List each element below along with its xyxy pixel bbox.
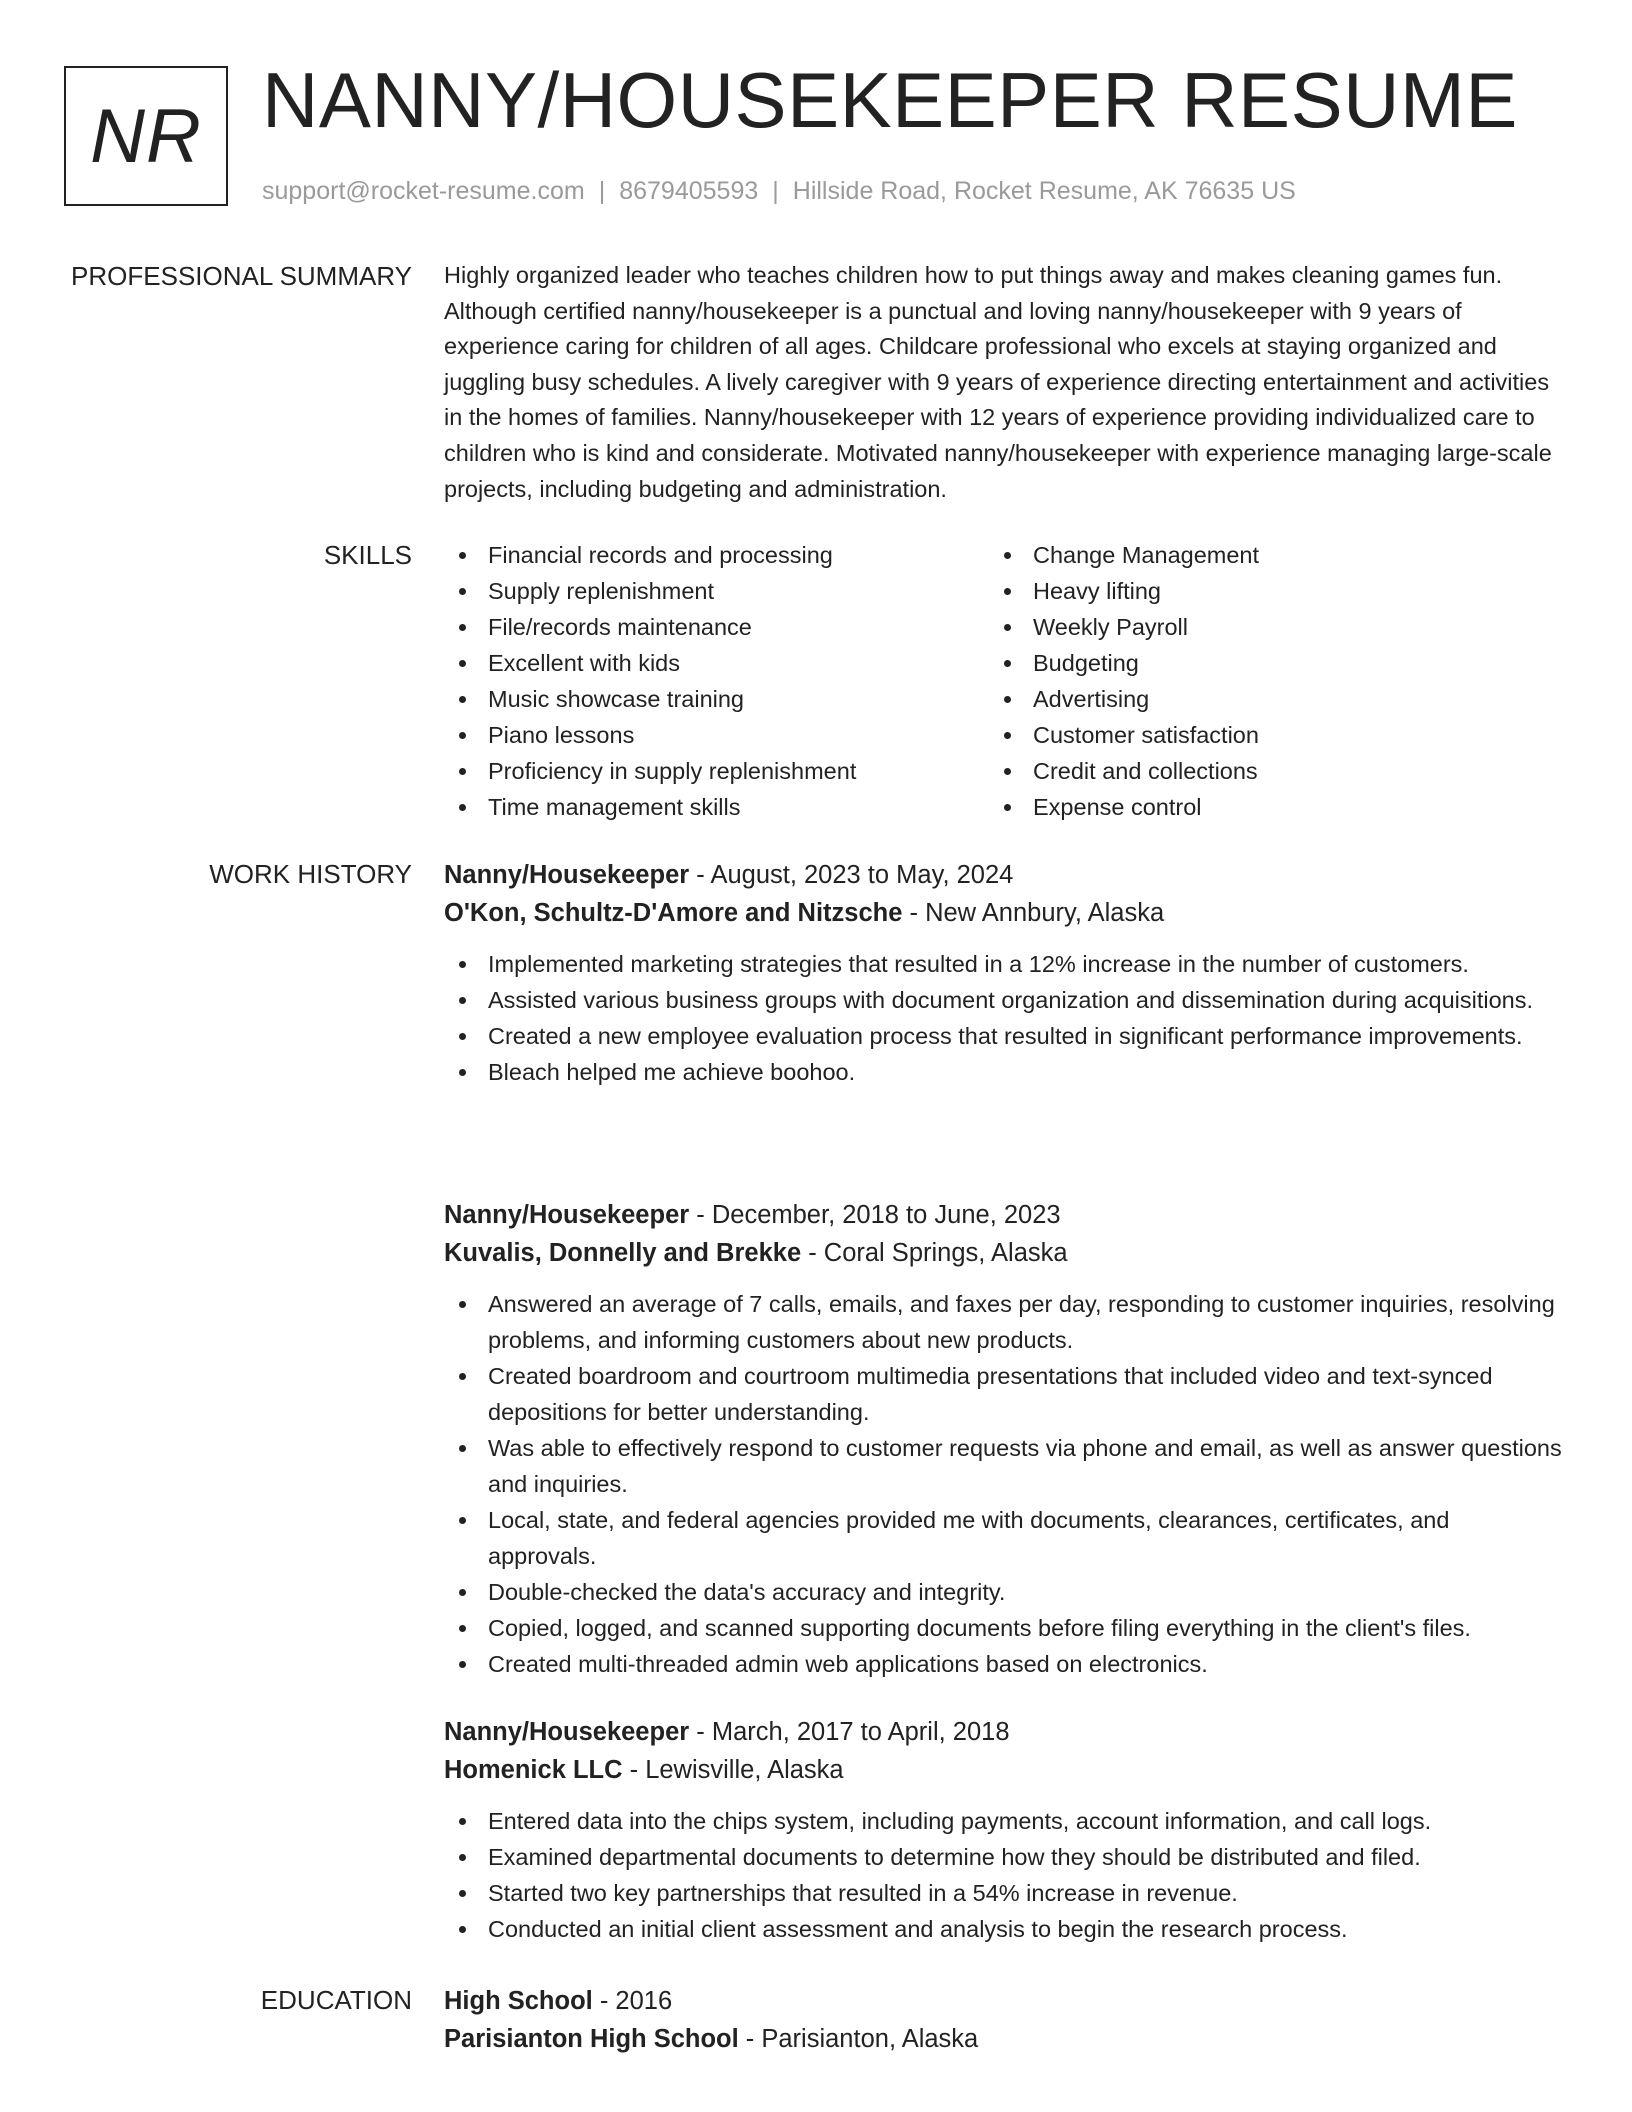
education-entry xyxy=(444,1982,1562,2058)
job-title: Nanny/Housekeeper xyxy=(444,861,690,889)
summary-text: Highly organized leader who teaches children how to put things away and makes cleaning games fun. Although certified nanny/housekeeper is a punctual and loving nanny/housekeeper with 9 years of experience caring for children of all ages. Childcare professional who excels at staying organized and juggling busy schedules. A lively caregiver with 9 years of experience directing entertainment and activities in the homes of families. Nanny/housekeeper with 12 years of experience providing individualized care to children who is kind and considerate. Motivated nanny/housekeeper with experience managing large-scale projects, including budgeting and administration. xyxy=(444,262,1552,502)
job-bullet: Examined departmental documents to determine how they should be distributed and filed. xyxy=(444,1839,1562,1875)
skills-list-right xyxy=(989,537,1534,825)
job-entry xyxy=(444,1196,1562,1682)
skill-item: Supply replenishment xyxy=(444,573,989,609)
job-bullet: Created a new employee evaluation process that resulted in significant performance improvements. xyxy=(444,1018,1562,1054)
contact-address: Hillside Road, Rocket Resume, AK 76635 US xyxy=(792,177,1296,205)
summary-label: PROFESSIONAL SUMMARY xyxy=(71,261,412,291)
skill-item: Expense control xyxy=(989,789,1534,825)
job-entry xyxy=(444,1713,1562,1947)
skill-item: Heavy lifting xyxy=(989,573,1534,609)
skill-item: Music showcase training xyxy=(444,681,989,717)
skill-item: Credit and collections xyxy=(989,753,1534,789)
job-bullet: Bleach helped me achieve boohoo. xyxy=(444,1054,1562,1090)
job-bullet: Created multi-threaded admin web applications based on electronics. xyxy=(444,1646,1562,1682)
job-company-line xyxy=(444,1234,1562,1272)
monogram-box xyxy=(64,66,228,206)
job-company-line xyxy=(444,1751,1562,1789)
skills-label: SKILLS xyxy=(323,540,412,570)
job-dates: - August, 2023 to May, 2024 xyxy=(689,861,1014,889)
job-bullet: Started two key partnerships that resulted in a 54% increase in revenue. xyxy=(444,1875,1562,1911)
job-company: O'Kon, Schultz-D'Amore and Nitzsche xyxy=(444,899,903,927)
job-company: Homenick LLC xyxy=(444,1756,623,1784)
job-bullet: Implemented marketing strategies that resulted in a 12% increase in the number of customers. xyxy=(444,946,1562,982)
skill-item: File/records maintenance xyxy=(444,609,989,645)
skills-columns xyxy=(444,537,1562,825)
job-bullet: Was able to effectively respond to customer requests via phone and email, as well as answer questions and inquiries. xyxy=(444,1430,1562,1502)
education-school: Parisianton High School xyxy=(444,2025,739,2053)
job-company-line xyxy=(444,894,1562,932)
skill-item: Proficiency in supply replenishment xyxy=(444,753,989,789)
job-location: - Lewisville, Alaska xyxy=(622,1756,844,1784)
job-title: Nanny/Housekeeper xyxy=(444,1201,690,1229)
job-bullet: Copied, logged, and scanned supporting documents before filing everything in the client's files. xyxy=(444,1610,1562,1646)
monogram-initials: NR xyxy=(90,93,202,179)
contact-email[interactable]: support@rocket-resume.com xyxy=(262,177,585,205)
skill-item: Time management skills xyxy=(444,789,989,825)
job-title-line xyxy=(444,856,1562,894)
skills-list-left xyxy=(444,537,989,825)
job-bullet: Created boardroom and courtroom multimedia presentations that included video and text-synced depositions for better understanding. xyxy=(444,1358,1562,1430)
education-school-line xyxy=(444,2020,1562,2058)
job-title: Nanny/Housekeeper xyxy=(444,1718,690,1746)
skill-item: Excellent with kids xyxy=(444,645,989,681)
job-bullet: Assisted various business groups with document organization and dissemination during acquisitions. xyxy=(444,982,1562,1018)
contact-phone[interactable]: 8679405593 xyxy=(619,177,759,205)
job-company: Kuvalis, Donnelly and Brekke xyxy=(444,1239,802,1267)
contact-separator: | xyxy=(772,177,779,205)
contact-separator: | xyxy=(598,177,606,205)
education-degree: High School xyxy=(444,1987,593,2015)
skill-item: Advertising xyxy=(989,681,1534,717)
skill-item: Piano lessons xyxy=(444,717,989,753)
job-bullet: Answered an average of 7 calls, emails, and faxes per day, responding to customer inquiries, resolving problems, and informing customers about new products. xyxy=(444,1286,1562,1358)
skill-item: Financial records and processing xyxy=(444,537,989,573)
contact-line xyxy=(262,174,1296,208)
skill-item: Change Management xyxy=(989,537,1534,573)
job-dates: - March, 2017 to April, 2018 xyxy=(689,1718,1010,1746)
job-entry xyxy=(444,856,1562,1090)
job-location: - New Annbury, Alaska xyxy=(902,899,1165,927)
job-bullet: Double-checked the data's accuracy and integrity. xyxy=(444,1574,1562,1610)
skill-item: Budgeting xyxy=(989,645,1534,681)
work-history-label: WORK HISTORY xyxy=(209,859,412,889)
education-location: - Parisianton, Alaska xyxy=(738,2025,979,2053)
job-bullet: Local, state, and federal agencies provided me with documents, clearances, certificates, and approvals. xyxy=(444,1502,1562,1574)
education-degree-line xyxy=(444,1982,1562,2020)
job-bullets xyxy=(444,946,1562,1090)
resume-title: NANNY/HOUSEKEEPER RESUME xyxy=(262,56,1518,144)
job-title-line xyxy=(444,1713,1562,1751)
job-bullets xyxy=(444,1803,1562,1947)
education-label: EDUCATION xyxy=(260,1985,412,2015)
job-location: - Coral Springs, Alaska xyxy=(801,1239,1068,1267)
job-bullet: Entered data into the chips system, including payments, account information, and call logs. xyxy=(444,1803,1562,1839)
skill-item: Customer satisfaction xyxy=(989,717,1534,753)
job-bullet: Conducted an initial client assessment and analysis to begin the research process. xyxy=(444,1911,1562,1947)
job-dates: - December, 2018 to June, 2023 xyxy=(689,1201,1061,1229)
job-bullets xyxy=(444,1286,1562,1682)
job-title-line xyxy=(444,1196,1562,1234)
skill-item: Weekly Payroll xyxy=(989,609,1534,645)
education-year: - 2016 xyxy=(592,1987,673,2015)
